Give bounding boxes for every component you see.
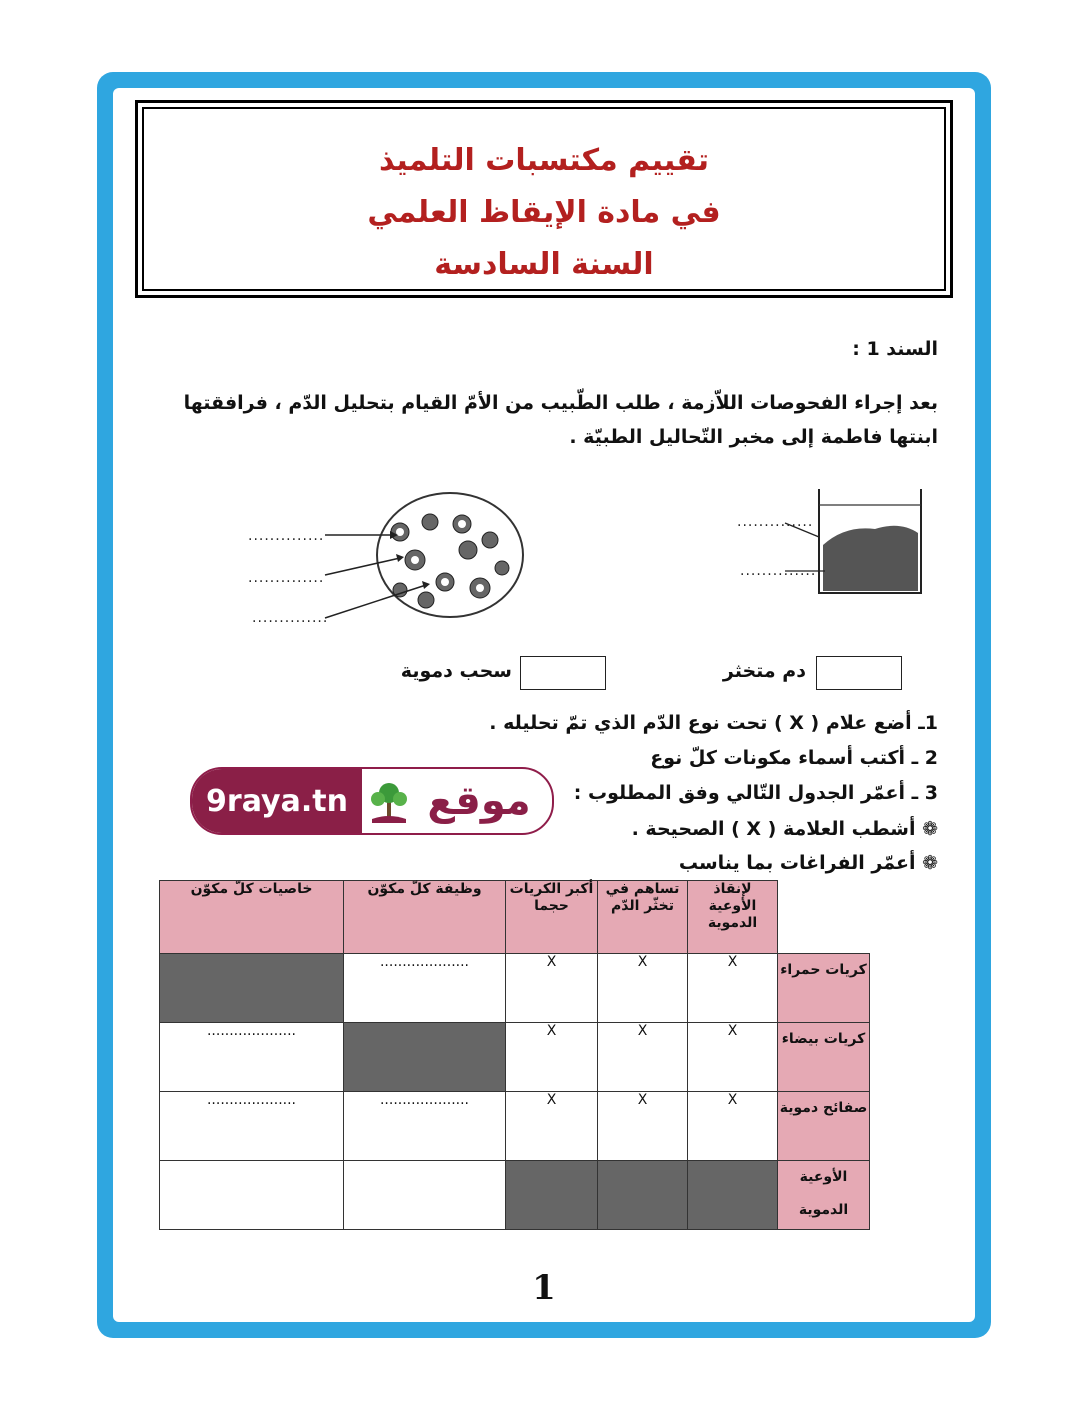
x-mark-cell[interactable]: X bbox=[688, 954, 778, 1023]
logo-latin-text: 9raya.tn bbox=[192, 769, 362, 833]
shaded-cell bbox=[506, 1161, 598, 1230]
tube-blank-1: .............. bbox=[737, 514, 814, 530]
blood-smear-label: سحب دموية bbox=[400, 660, 512, 682]
fill-blank-cell[interactable]: .................... bbox=[160, 1023, 344, 1092]
clotted-blood-checkbox[interactable] bbox=[816, 656, 902, 690]
row-label: كريات بيضاء bbox=[778, 1023, 870, 1092]
x-mark-cell[interactable]: X bbox=[506, 1092, 598, 1161]
title-line-2: في مادة الإيقاظ العلمي bbox=[367, 195, 721, 230]
x-mark-cell[interactable]: X bbox=[688, 1023, 778, 1092]
page-number: 1 bbox=[532, 1268, 556, 1308]
row-label: الأوعية الدموية bbox=[778, 1161, 870, 1230]
x-mark-cell[interactable]: X bbox=[598, 1092, 688, 1161]
table-row bbox=[160, 1023, 870, 1092]
row-label: كريات حمراء bbox=[778, 954, 870, 1023]
smear-blank-1: .............. bbox=[248, 528, 325, 544]
paragraph-line-2: ابنتها فاطمة إلى مخبر التّحاليل الطبيّة . bbox=[569, 426, 938, 448]
tube-blank-2: .............. bbox=[740, 563, 817, 579]
fill-blank-cell[interactable]: .................... bbox=[160, 1092, 344, 1161]
sanad-label: السند 1 : bbox=[852, 338, 938, 360]
x-mark-cell[interactable]: X bbox=[598, 1023, 688, 1092]
title-line-3: السنة السادسة bbox=[434, 247, 654, 282]
x-mark-cell[interactable]: X bbox=[506, 954, 598, 1023]
title-line-1: تقييم مكتسبات التلميذ bbox=[379, 143, 709, 178]
table-row bbox=[160, 1092, 870, 1161]
tree-icon bbox=[364, 775, 414, 827]
bullet-2: ❁ أعمّر الفراغات بما يناسب bbox=[678, 852, 938, 874]
table-row bbox=[160, 954, 870, 1023]
shaded-cell bbox=[598, 1161, 688, 1230]
blood-components-table bbox=[159, 880, 870, 1230]
table-header-row bbox=[160, 881, 870, 954]
x-mark-cell[interactable]: X bbox=[598, 954, 688, 1023]
empty-cell[interactable] bbox=[344, 1161, 506, 1230]
smear-blank-2: .............. bbox=[248, 570, 325, 586]
question-1: 1ـ أضع علام ( X ) تحت نوع الدّم الذي تمّ تحليله . bbox=[489, 712, 938, 734]
question-3: 3 ـ أعمّر الجدول التّالي وفق المطلوب : bbox=[573, 782, 938, 804]
blood-smear-checkbox[interactable] bbox=[520, 656, 606, 690]
shaded-cell bbox=[688, 1161, 778, 1230]
fill-blank-cell[interactable]: .................... bbox=[344, 954, 506, 1023]
x-mark-cell[interactable]: X bbox=[506, 1023, 598, 1092]
table-header: خاصيات كلّ مكوّن bbox=[160, 881, 344, 954]
table-header: لإنقاذ الأوعية الدموية bbox=[688, 881, 778, 954]
title-box bbox=[135, 100, 953, 298]
empty-cell[interactable] bbox=[160, 1161, 344, 1230]
table-header: تساهم في تخثّر الدّم bbox=[598, 881, 688, 954]
row-label: صفائح دموية bbox=[778, 1092, 870, 1161]
table-header: أكبر الكريات حجما bbox=[506, 881, 598, 954]
table-header: وظيفة كلّ مكوّن bbox=[344, 881, 506, 954]
shaded-cell bbox=[344, 1023, 506, 1092]
fill-blank-cell[interactable]: .................... bbox=[344, 1092, 506, 1161]
table-row bbox=[160, 1161, 870, 1230]
logo-arabic-text: موقع bbox=[427, 778, 531, 824]
x-mark-cell[interactable]: X bbox=[688, 1092, 778, 1161]
clotted-blood-tube-illustration bbox=[735, 485, 935, 605]
question-2: 2 ـ أكتب أسماء مكونات كلّ نوع bbox=[650, 747, 938, 769]
shaded-cell bbox=[160, 954, 344, 1023]
site-logo bbox=[190, 767, 554, 835]
clotted-blood-label: دم متخثر bbox=[722, 660, 806, 682]
paragraph-line-1: بعد إجراء الفحوصات اللاّزمة ، طلب الطّبيب من الأمّ القيام بتحليل الدّم ، فرافقتها bbox=[183, 392, 938, 414]
table-corner bbox=[778, 881, 870, 954]
bullet-1: ❁ أشطب العلامة ( X ) الصحيحة . bbox=[631, 818, 938, 840]
smear-blank-3: .............. bbox=[252, 610, 329, 626]
